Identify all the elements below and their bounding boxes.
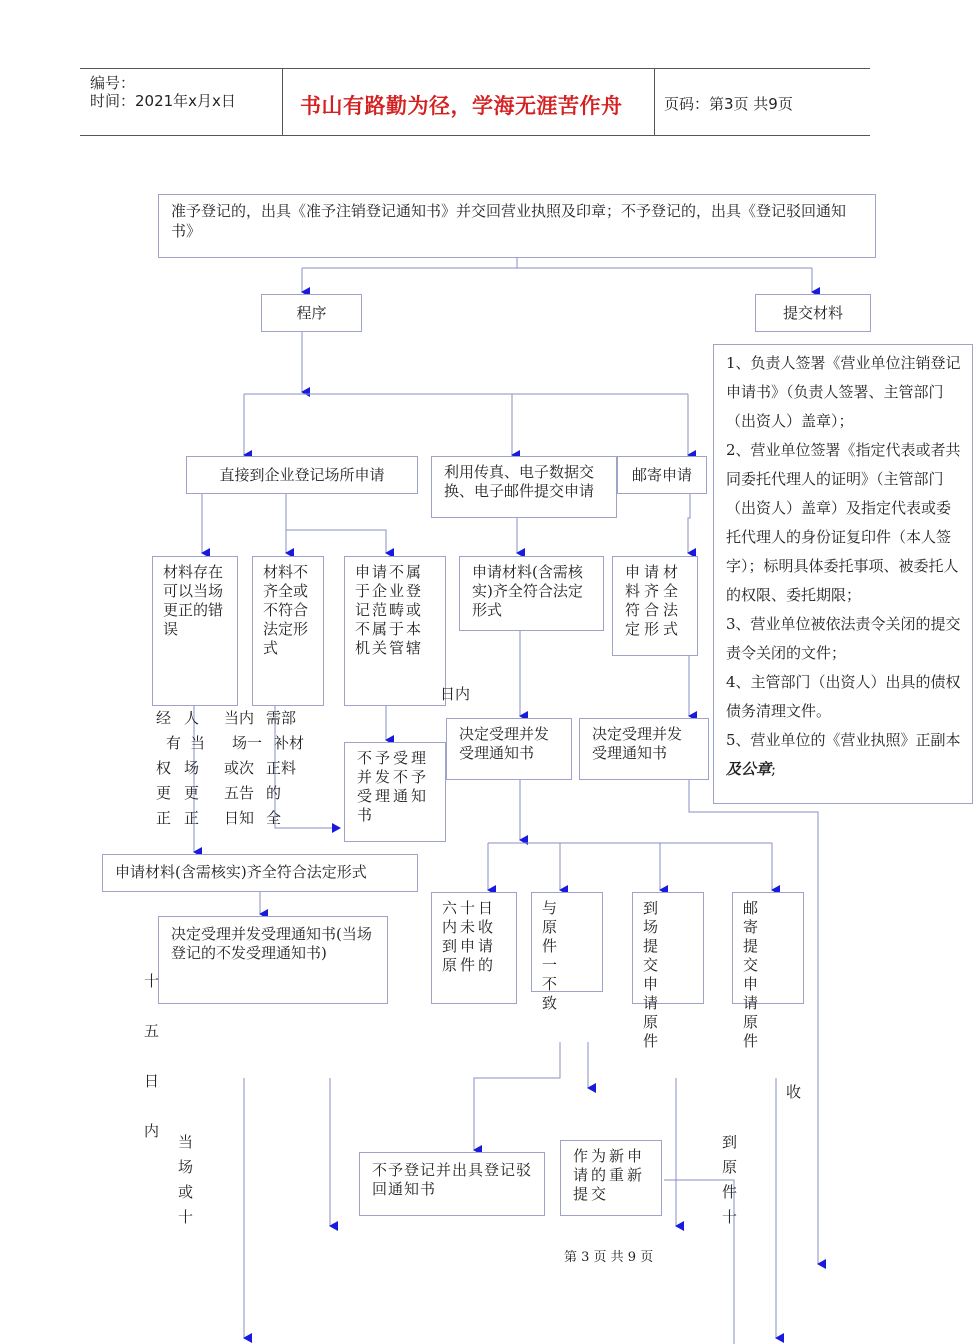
electronic-apply-label: 利用传真、电子数据交换、电子邮件提交申请	[444, 463, 595, 500]
top-approval-text: 准予登记的，出具《准予注销登记通知书》并交回营业执照及印章；不予登记的，出具《登记驳回通知书》	[171, 202, 847, 240]
accept-left-label: 决定受理并发受理通知书(当场登记的不发受理通知书)	[171, 925, 372, 962]
left-vertical-text-2: 当 场 或 十	[178, 1133, 194, 1226]
header-motto: 书山有路勤为径，学海无涯苦作舟	[300, 94, 623, 118]
onsite-submit-box	[632, 892, 704, 1050]
onsite-submit-label: 到场提交申请原件	[643, 899, 673, 1050]
incomplete-materials-box	[252, 556, 324, 706]
materials-item-4: 4、主管部门（出资人）出具的债权债务清理文件。	[726, 673, 961, 720]
mail-submit-box	[732, 892, 804, 1050]
reject-notice-label: 不予受理并发不予受理通知书	[357, 749, 430, 824]
materials-item-3: 3、营业单位被依法责令关闭的提交责令关闭的文件；	[726, 615, 961, 662]
mail-apply-label: 邮寄申请	[631, 465, 692, 484]
sixty-days-box	[431, 892, 517, 1004]
materials-item-5-end: ;	[771, 760, 777, 778]
inconsistent-box	[531, 892, 603, 1012]
accept-right-label: 决定受理并发受理通知书	[592, 725, 683, 762]
correctable-error-box	[152, 556, 238, 706]
reject-notice-box	[344, 742, 446, 842]
procedure-box	[261, 294, 362, 332]
resubmit-box	[560, 1140, 662, 1216]
incomplete-col-d: 需部 补材 正料 的 全	[266, 709, 305, 827]
direct-apply-box	[186, 456, 418, 494]
inconsistent-label: 与原件一不致	[542, 899, 572, 1012]
mail-apply-box	[617, 456, 707, 494]
header-date-label: 时间：2021年x月x日	[90, 92, 236, 110]
header-page-label: 页码：第3页 共9页	[664, 95, 793, 113]
electronic-apply-box	[431, 456, 617, 518]
left-vertical-text: 十 五 日 内	[144, 972, 160, 1140]
correct-col-a: 经 有 权 更 正	[156, 709, 182, 827]
accept-mid-label: 决定受理并发受理通知书	[459, 725, 550, 762]
complete-right-box	[612, 556, 698, 656]
sixty-days-label: 六十日内未收到申请原件的	[442, 899, 497, 974]
complete-mid-label: 申请材料(含需核实)齐全符合法定形式	[472, 563, 583, 619]
submit-materials-box	[755, 294, 871, 332]
complete-mid-box	[459, 556, 604, 631]
accept-right-box	[579, 718, 709, 780]
not-in-scope-label: 申请不属于企业登记范畴或不属于本机关管辖	[355, 563, 424, 657]
incomplete-materials-label: 材料不齐全或不符合法定形式	[263, 563, 309, 657]
accept-left-box	[158, 916, 388, 1004]
complete-right-label: 申请材料齐全符合法定形式	[625, 563, 683, 638]
receive-char: 收	[786, 1083, 802, 1101]
incomplete-col-c: 当内 场一 或次 五告 日知	[224, 709, 263, 827]
correct-col-b: 人 当 场 更 正	[184, 709, 206, 827]
materials-list-box	[713, 344, 973, 804]
reject-register-label: 不予登记并出具登记驳回通知书	[372, 1161, 533, 1198]
right-vertical-text: 到 原 件 十	[722, 1133, 738, 1226]
reject-register-box	[359, 1152, 545, 1216]
correctable-error-label: 材料存在可以当场更正的错误	[163, 563, 224, 638]
top-approval-box	[158, 194, 876, 258]
materials-item-5-tail: 及公章	[726, 760, 772, 778]
day-fragment-text: 日内	[440, 685, 471, 703]
submit-materials-label: 提交材料	[782, 303, 843, 322]
mail-submit-label: 邮寄提交申请原件	[743, 899, 773, 1050]
complete-left-label: 申请材料(含需核实)齐全符合法定形式	[115, 863, 367, 881]
direct-apply-label: 直接到企业登记场所申请	[219, 465, 385, 484]
materials-item-2: 2、营业单位签署《指定代表或者共同委托代理人的证明》（主管部门（出资人）盖章）及指定代表或委托代理人的身份证复印件（本人签字）；标明具体委托事项、被委托人的权限、委托期限；	[726, 441, 961, 604]
resubmit-label: 作为新申请的重新提交	[573, 1147, 646, 1203]
not-in-scope-box	[344, 556, 446, 706]
materials-item-1: 1、负责人签署《营业单位注销登记申请书》（负责人签署、主管部门（出资人）盖章）；	[726, 354, 961, 430]
accept-mid-box	[446, 718, 572, 780]
materials-item-5-text: 5、营业单位的《营业执照》正副本	[726, 731, 961, 749]
page-footer: 第 3 页 共 9 页	[564, 1250, 654, 1265]
procedure-label: 程序	[296, 303, 327, 322]
header-number-label: 编号：	[90, 74, 136, 92]
materials-item-5	[726, 726, 962, 784]
complete-left-box	[102, 854, 418, 892]
